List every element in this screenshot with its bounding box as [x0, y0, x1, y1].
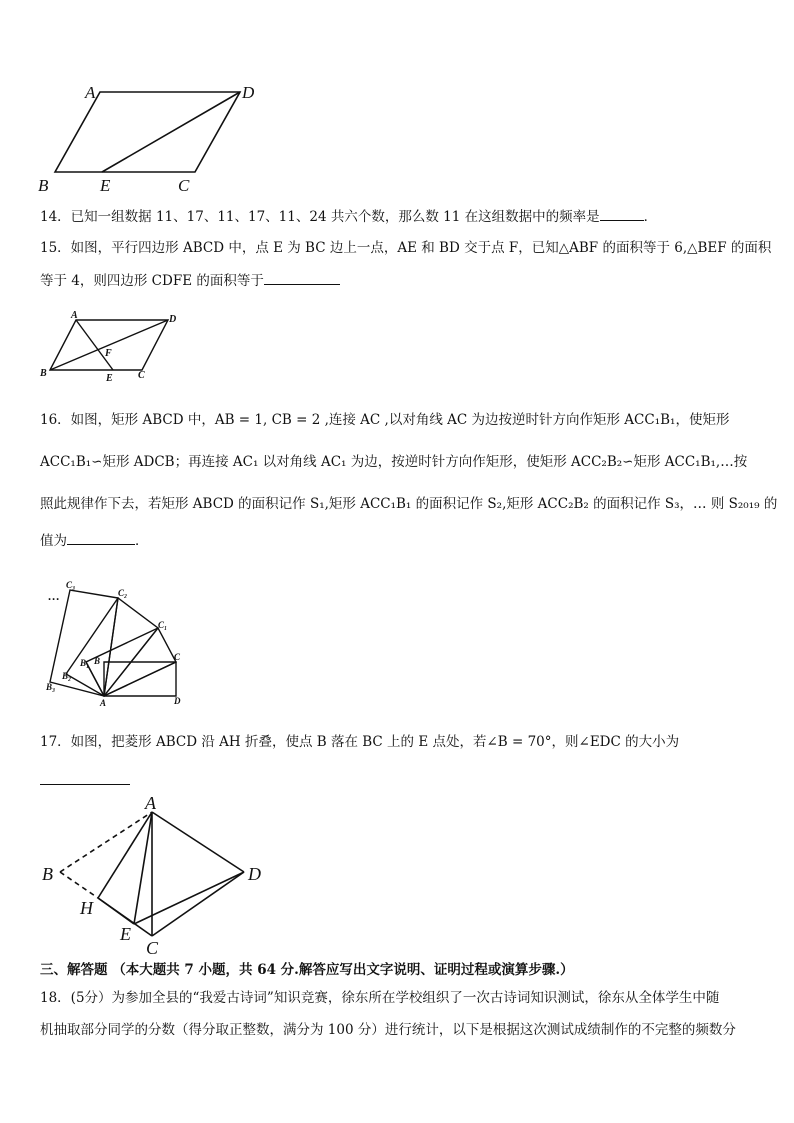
- question-14-text: 14．已知一组数据 11、17、11、17、11、24 共六个数，那么数 11 在这组数据中的频率是: [40, 209, 600, 225]
- question-16-text: 值为: [40, 533, 67, 549]
- rhombus-figure-17: [38, 794, 278, 964]
- answer-blank-17[interactable]: [40, 770, 130, 785]
- label-a: A: [145, 793, 156, 813]
- label-b2: B₂: [62, 671, 72, 681]
- label-e: E: [120, 924, 131, 944]
- rectangles-figure-16: [40, 578, 200, 708]
- answer-blank-15[interactable]: [264, 270, 340, 285]
- label-e: E: [100, 176, 111, 195]
- question-15-line-1: 15．如图，平行四边形 ABCD 中，点 E 为 BC 边上一点，AE 和 BD 交于点 F，已知△ABF 的面积等于 6,△BEF 的面积: [40, 240, 772, 256]
- label-d: D: [174, 696, 181, 706]
- label-b1: B₁: [80, 658, 90, 668]
- dashed-ba: [60, 812, 152, 872]
- side-dc: [152, 872, 244, 936]
- label-c: C: [174, 652, 181, 662]
- label-d: D: [169, 314, 177, 325]
- label-b: B: [40, 368, 47, 379]
- label-b3: B₃: [46, 682, 56, 692]
- label-c2: C₂: [118, 588, 128, 598]
- label-c: C: [178, 176, 190, 195]
- question-17-line-2: [40, 770, 760, 791]
- rectangle-acc2b2: [66, 598, 158, 696]
- parallelogram-abcd: [55, 92, 240, 172]
- label-a: A: [100, 698, 107, 708]
- dots-label: …: [48, 589, 60, 603]
- label-b: B: [42, 864, 53, 884]
- label-h: H: [80, 898, 93, 918]
- parallelogram-figure-13: [30, 78, 270, 198]
- label-e: E: [106, 373, 113, 384]
- label-b: B: [94, 656, 101, 666]
- dashed-bh: [60, 872, 98, 898]
- question-14-end: ．: [643, 209, 658, 225]
- question-15-line-2: [40, 270, 760, 291]
- label-d: D: [248, 864, 261, 884]
- label-c1: C₁: [158, 620, 168, 630]
- segment-he: [98, 898, 134, 924]
- diagonal-ac: [104, 662, 176, 696]
- question-16-line-3: 照此规律作下去，若矩形 ABCD 的面积记作 S₁,矩形 ACC₁B₁ 的面积记作 S₂,矩形 ACC₂B₂ 的面积记作 S₃，… 则 S₂₀₁₉ 的: [40, 496, 778, 512]
- section-3-heading: 三、解答题 （本大题共 7 小题，共 64 分.解答应写出文字说明、证明过程或演算步骤.）: [40, 962, 574, 978]
- label-a: A: [71, 310, 78, 321]
- side-ad: [152, 812, 244, 872]
- question-16-end: ．: [135, 533, 149, 549]
- parallelogram-figure-15: [38, 308, 188, 388]
- label-c: C: [138, 370, 145, 381]
- question-18-line-1: 18．(5分）为参加全县的“我爱古诗词”知识竞赛，徐东所在学校组织了一次古诗词知识测试，徐东从全体学生中随: [40, 990, 720, 1006]
- rectangle-acc3b3: [50, 590, 118, 696]
- label-d: D: [242, 83, 255, 102]
- segment-bd: [50, 320, 168, 370]
- segment-ed: [102, 92, 240, 172]
- answer-blank-14[interactable]: [600, 206, 644, 221]
- label-f: F: [105, 348, 112, 359]
- segment-ed: [134, 872, 244, 924]
- question-18-line-2: 机抽取部分同学的分数（得分取正整数，满分为 100 分）进行统计，以下是根据这次测试成绩制作的不完整的频数分: [40, 1022, 736, 1038]
- question-16-line-1: 16．如图，矩形 ABCD 中，AB = 1, CB = 2 ,连接 AC ,以对角线 AC 为边按逆时针方向作矩形 ACC₁B₁，使矩形: [40, 412, 730, 428]
- label-c3: C₃: [66, 580, 76, 590]
- segment-ah: [98, 812, 152, 898]
- question-16-line-2: ACC₁B₁∽矩形 ADCB；再连接 AC₁ 以对角线 AC₁ 为边，按逆时针方向作矩形，使矩形 ACC₂B₂∽矩形 ACC₁B₁,…按: [40, 454, 748, 470]
- question-16-line-4: [40, 530, 760, 551]
- segment-ae: [134, 812, 152, 924]
- label-c: C: [146, 938, 159, 958]
- question-17-line-1: 17．如图，把菱形 ABCD 沿 AH 折叠，使点 B 落在 BC 上的 E 点处，若∠B = 70°，则∠EDC 的大小为: [40, 734, 680, 750]
- label-a: A: [85, 83, 96, 102]
- question-15-text: 等于 4，则四边形 CDFE 的面积等于: [40, 273, 264, 289]
- answer-blank-16[interactable]: [67, 530, 135, 545]
- label-b: B: [38, 176, 49, 195]
- question-14: [40, 206, 760, 227]
